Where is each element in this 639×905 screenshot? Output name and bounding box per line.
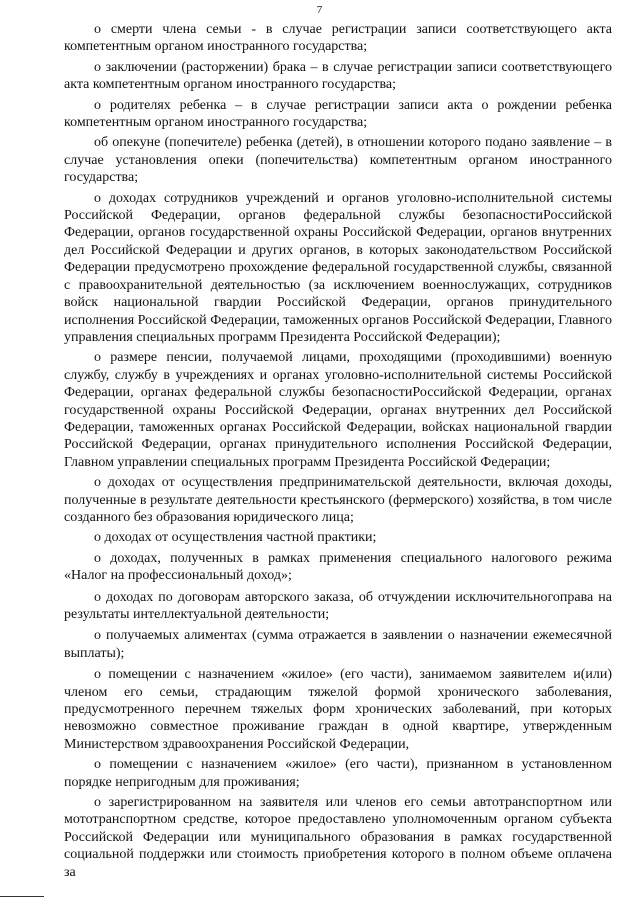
page-number: 7 <box>316 4 323 16</box>
paragraph: об опекуне (попечителе) ребенка (детей), в отношении которого подано заявление – в случае установления опеки (попечительства) компетентным органом иностранного государства; <box>64 135 612 186</box>
paragraph: о доходах, полученных в рамках применения специального налогового режима «Налог на профессиональный доход»; <box>64 550 612 584</box>
paragraph: о заключении (расторжении) брака – в случае регистрации записи соответствующего акта компетентным органом иностранного государства; <box>64 59 612 93</box>
paragraph: о доходах по договорам авторского заказа, об отчуждении исключительногоправа на результаты интеллектуальной деятельности; <box>64 589 612 622</box>
paragraph: о доходах от осуществления частной практики; <box>94 530 377 546</box>
document-body <box>64 21 612 884</box>
paragraph: о родителях ребенка – в случае регистрации записи акта о рождении ребенка компетентным органом иностранного государства; <box>64 97 612 131</box>
paragraph: о доходах сотрудников учреждений и органов уголовно-исполнительной системы Российской Федерации, органов федеральной службы безопасностиРоссийской Федерации, органов государственной охраны Российской Федерации, органов внутренних дел Российской Федерации и других органов, в которых законодательством Российской Федерации предусмотрено прохождение федеральной государственной службы, связанной с правоохранительной деятельностью (за исключением военнослужащих, сотрудников войск национальной гвардии Российской Федерации, органов принудительного исполнения Российской Федерации, таможенных органов Российской Федерации, Главного управления специальных программ Президента Российской Федерации); <box>64 190 612 345</box>
paragraph: о смерти члена семьи - в случае регистрации записи соответствующего акта компетентным органом иностранного государства; <box>64 22 612 55</box>
paragraph: о размере пенсии, получаемой лицами, проходящими (проходившими) военную службу, службу в учреждениях и органах уголовно-исполнительной системы Российской Федерации, органах федеральной службы безопасностиРоссийской Федерации, органах государственной охраны Российской Федерации, органах внутренних дел Российской Федерации, таможенных органах Российской Федерации, войсках национальной гвардии Российской Федерации, органах принудительного исполнения Российской Федерации, Главном управлении специальных программ Президента Российской Федерации; <box>64 350 612 470</box>
paragraph: о получаемых алиментах (сумма отражается в заявлении о назначении ежемесячной выплаты); <box>64 628 612 661</box>
paragraph: о зарегистрированном на заявителя или членов его семьи автотранспортном или мототранспортном средстве, которое предоставлено уполномоченным органом субъекта Российской Федерации или муниципального образования в рамках государственной социальной поддержки или стоимость приобретения которого в полном объеме оплачена за <box>64 795 612 880</box>
paragraph: о помещении с назначением «жилое» (его части), признанном в установленном порядке непригодным для проживания; <box>64 757 612 790</box>
paragraph: о помещении с назначением «жилое» (его части), занимаемом заявителем и(или) членом его семьи, страдающим тяжелой формой хронического заболевания, предусмотренного перечнем тяжелых форм хронических заболеваний, при которых невозможно совместное проживание граждан в одной квартире, утвержденным Министерством здравоохранения Российской Федерации, <box>64 667 612 752</box>
paragraph: о доходах от осуществления предпринимательской деятельности, включая доходы, полученные в результате деятельности крестьянского (фермерского) хозяйства, в том числе созданного без образования юридического лица; <box>64 475 612 525</box>
footnote-divider <box>0 896 44 897</box>
